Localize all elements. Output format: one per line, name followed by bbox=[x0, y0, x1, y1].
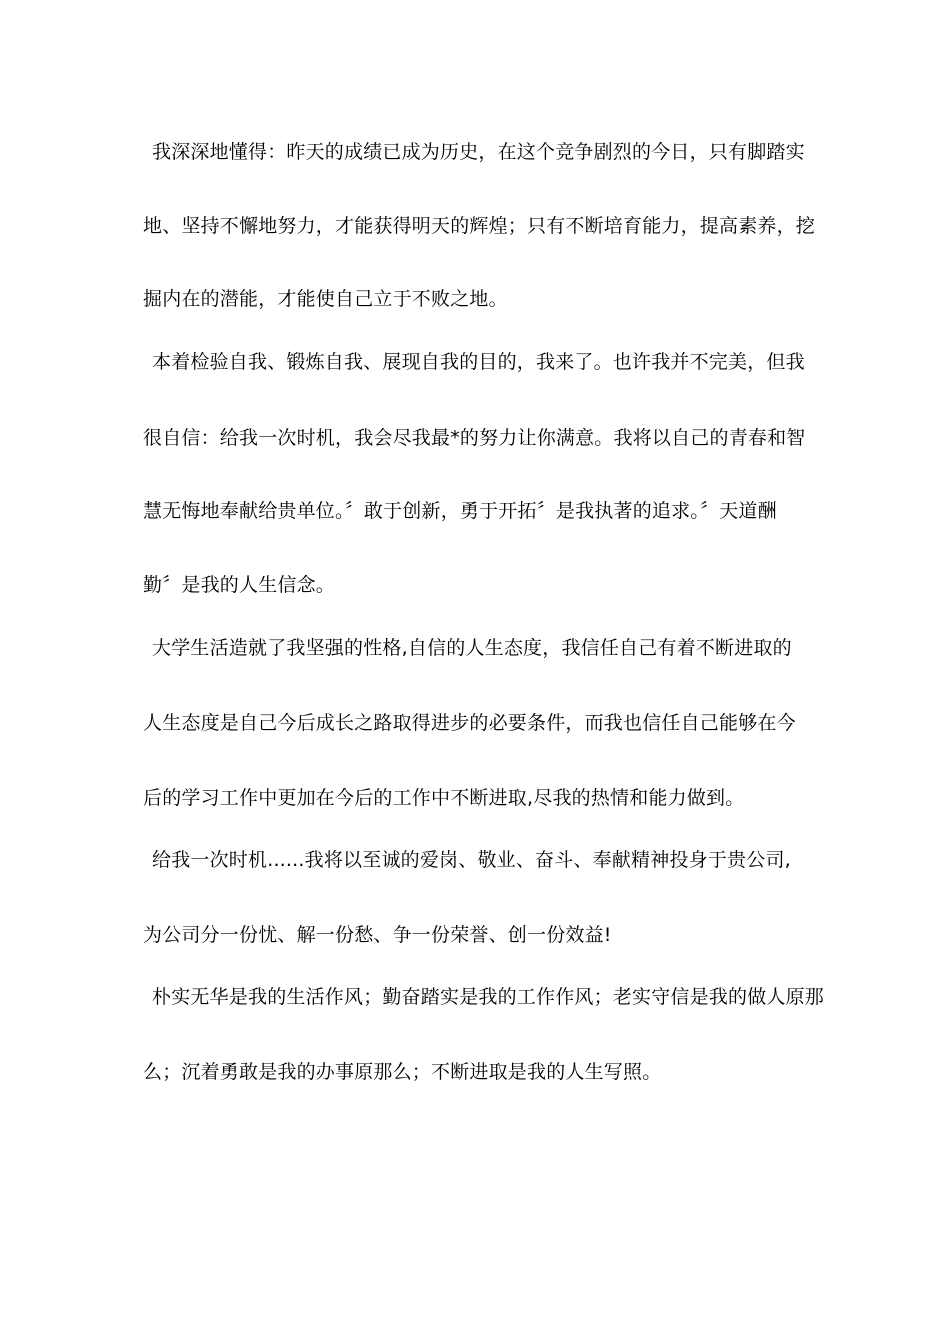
paragraph-5-line-2: 么；沉着勇敢是我的办事原那么；不断进取是我的人生写照。 bbox=[143, 1061, 662, 1083]
paragraph-4-line-2: 为公司分一份忧、解一份愁、争一份荣誉、创一份效益! bbox=[143, 924, 612, 946]
paragraph-2-line-1: 本着检验自我、锻炼自我、展现自我的目的，我来了。也许我并不完美，但我 bbox=[152, 351, 805, 373]
paragraph-3-line-2: 人生态度是自己今后成长之路取得进步的必要条件，而我也信任自己能够在今 bbox=[143, 712, 796, 734]
paragraph-1-line-1: 我深深地懂得：昨天的成绩已成为历史，在这个竞争剧烈的今日，只有脚踏实 bbox=[152, 141, 805, 163]
paragraph-2-line-3: 慧无悔地奉献给贵单位。〞敢于创新，勇于开拓〞是我执著的追求。〞天道酬 bbox=[143, 500, 777, 522]
paragraph-3-line-1: 大学生活造就了我坚强的性格,自信的人生态度，我信任自己有着不断进取的 bbox=[152, 637, 792, 659]
paragraph-3-line-3: 后的学习工作中更加在今后的工作中不断进取,尽我的热情和能力做到。 bbox=[143, 787, 745, 809]
paragraph-1-line-2: 地、坚持不懈地努力，才能获得明天的辉煌；只有不断培育能力，提高素养，挖 bbox=[143, 215, 816, 237]
paragraph-5-line-1: 朴实无华是我的生活作风；勤奋踏实是我的工作作风；老实守信是我的做人原那 bbox=[152, 986, 825, 1008]
paragraph-4-line-1: 给我一次时机......我将以至诚的爱岗、敬业、奋斗、奉献精神投身于贵公司, bbox=[152, 849, 791, 871]
paragraph-2-line-2: 很自信：给我一次时机，我会尽我最*的努力让你满意。我将以自己的青春和智 bbox=[143, 427, 806, 449]
paragraph-1-line-3: 掘内在的潜能，才能使自己立于不败之地。 bbox=[143, 288, 508, 310]
paragraph-2-line-4: 勤〞是我的人生信念。 bbox=[143, 574, 336, 596]
